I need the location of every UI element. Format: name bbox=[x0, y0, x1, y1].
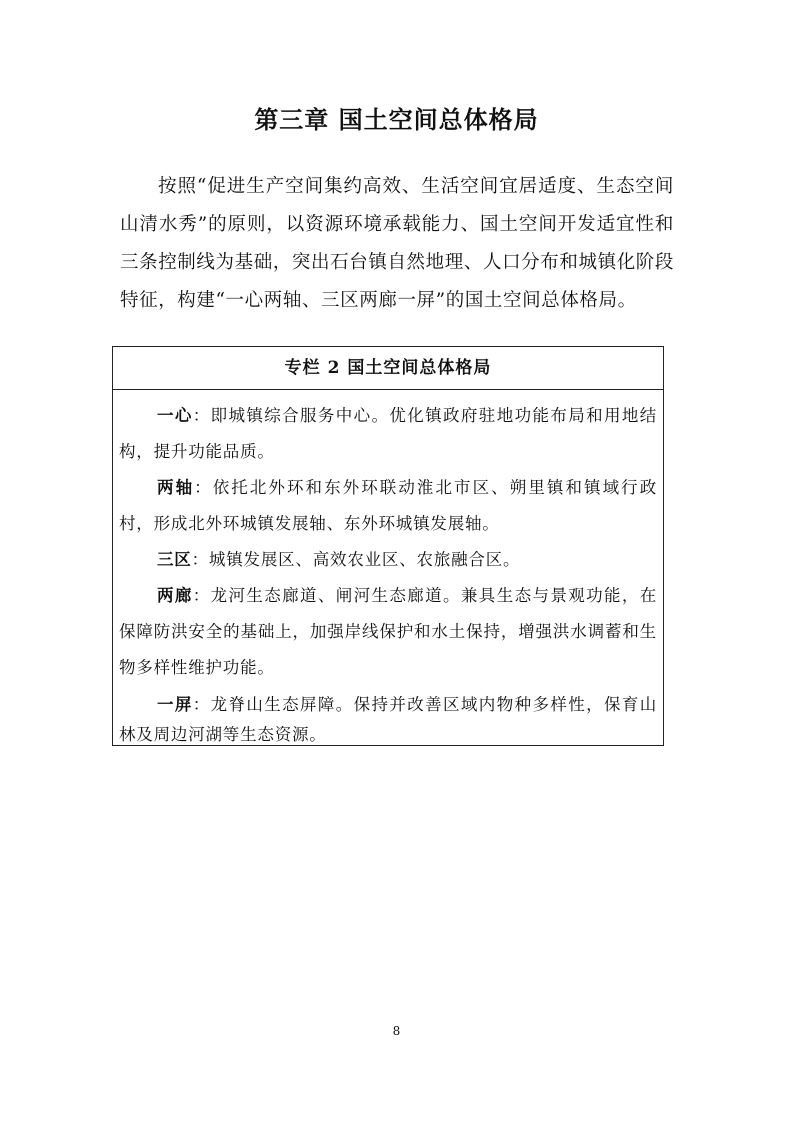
box-item-text: 即城镇综合服务中心。优化镇政府驻地功能布局和用地结构，提升功能品质。 bbox=[119, 406, 658, 461]
box-item-term: 三区 bbox=[157, 550, 192, 569]
feature-box-header: 专栏 2 国土空间总体格局 bbox=[113, 347, 663, 390]
box-item-term: 一心 bbox=[157, 406, 193, 425]
box-item-text: 龙脊山生态屏障。保持并改善区域内物种多样性，保育山林及周边河湖等生态资源。 bbox=[119, 695, 658, 744]
box-item-three-zones bbox=[119, 542, 657, 578]
box-item-sep: ： bbox=[192, 695, 211, 714]
box-item-text: 依托北外环和东外环联动淮北市区、朔里镇和镇域行政村，形成北外环城镇发展轴、东外环城镇发展轴。 bbox=[119, 478, 658, 533]
box-item-text: 城镇发展区、高效农业区、农旅融合区。 bbox=[208, 550, 521, 569]
intro-paragraph: 按照“促进生产空间集约高效、生活空间宜居适度、生态空间山清水秀”的原则，以资源环境承载能力、国土空间开发适宜性和三条控制线为基础，突出石台镇自然地理、人口分布和城镇化阶段特征，构建“一心两轴、三区两廊一屏”的国土空间总体格局。 bbox=[120, 176, 674, 311]
box-item-sep: ： bbox=[194, 478, 213, 497]
feature-box-body bbox=[113, 390, 663, 750]
box-item-sep: ： bbox=[191, 550, 209, 569]
box-item-term: 两轴 bbox=[157, 478, 195, 497]
box-item-two-corridors bbox=[119, 578, 657, 686]
feature-box bbox=[112, 346, 664, 746]
page-title: 第三章 国土空间总体格局 bbox=[254, 106, 539, 134]
box-item-one-center bbox=[119, 398, 657, 470]
box-item-text: 龙河生态廊道、闸河生态廊道。兼具生态与景观功能，在保障防洪安全的基础上，加强岸线保护和水土保持，增强洪水调蓄和生物多样性维护功能。 bbox=[119, 586, 658, 677]
box-item-sep: ： bbox=[192, 406, 211, 425]
box-item-two-axes bbox=[119, 470, 657, 542]
box-item-term: 两廊 bbox=[157, 586, 193, 605]
page-number: 8 bbox=[392, 1024, 401, 1038]
box-item-one-barrier bbox=[119, 690, 657, 750]
box-item-term: 一屏 bbox=[157, 695, 193, 714]
box-item-sep: ： bbox=[192, 586, 211, 605]
